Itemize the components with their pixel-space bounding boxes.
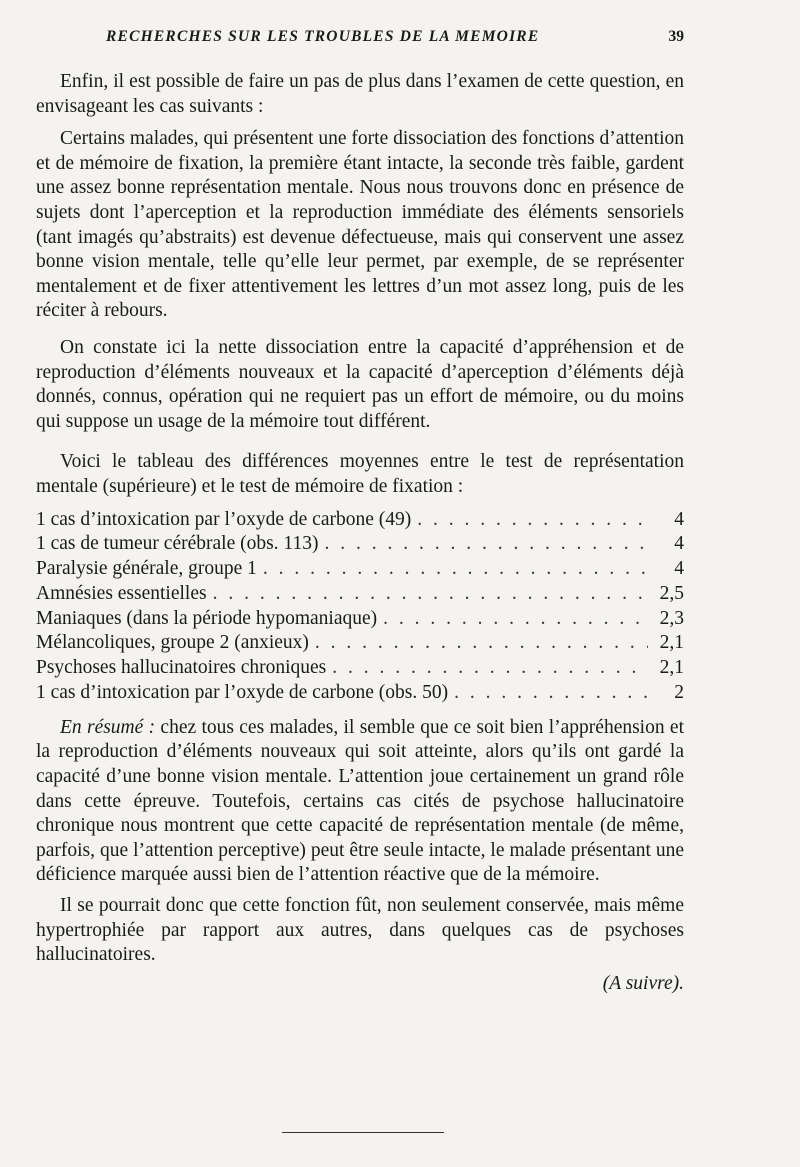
leader-dots bbox=[383, 607, 648, 632]
leader-dots bbox=[263, 557, 648, 582]
paragraph-4: Voici le tableau des différences moyennes entre le test de représentation mentale (supérieure) et le test de mémoire de fixation : bbox=[36, 451, 684, 497]
paragraph-3: On constate ici la nette dissociation entre la capacité d’appréhension et de reproduction d’éléments nouveaux et la capacité d’aperception d’éléments déjà donnés, connus, opération qui ne requiert pas un effort de mémoire, ou du moins qui suppose un usage de la mémoire tout différent. bbox=[36, 336, 684, 432]
table-row bbox=[36, 631, 684, 656]
end-rule bbox=[282, 1132, 444, 1133]
table-row-label: Paralysie générale, groupe 1 bbox=[36, 558, 257, 580]
leader-dots bbox=[213, 582, 648, 607]
leader-dots bbox=[332, 656, 648, 681]
table-row-label: Amnésies essentielles bbox=[36, 582, 207, 604]
table-row-value: 2,1 bbox=[659, 657, 684, 679]
page-number: 39 bbox=[668, 28, 684, 45]
running-title: RECHERCHES SUR LES TROUBLES DE LA MEMOIRE bbox=[106, 28, 540, 45]
page-body bbox=[36, 70, 684, 1008]
table-row-value: 2,1 bbox=[659, 632, 684, 654]
table-row-label: 1 cas d’intoxication par l’oxyde de carbone (obs. 50) bbox=[36, 682, 449, 704]
table-row-value: 4 bbox=[674, 533, 684, 555]
leader-dots bbox=[315, 631, 648, 656]
table-row bbox=[36, 532, 684, 557]
table-row bbox=[36, 681, 684, 706]
paragraph-conclusion: Il se pourrait donc que cette fonction fût, non seulement conservée, mais même hypertrophiée par rapport aux autres, dans quelques cas de psychoses hallucinatoires. bbox=[36, 895, 684, 966]
table-row-label: Mélancoliques, groupe 2 (anxieux) bbox=[36, 632, 309, 654]
table-row-value: 4 bbox=[674, 558, 684, 580]
paragraph-summary bbox=[36, 716, 684, 888]
table-row-value: 2,3 bbox=[659, 607, 684, 629]
table-row bbox=[36, 582, 684, 607]
table-row-label: 1 cas d’intoxication par l’oxyde de carbone (49) bbox=[36, 508, 412, 530]
table-row-label: 1 cas de tumeur cérébrale (obs. 113) bbox=[36, 533, 319, 555]
table-row bbox=[36, 607, 684, 632]
table-row bbox=[36, 557, 684, 582]
summary-text: chez tous ces malades, il semble que ce soit bien l’appréhension et la reproduction d’éléments nouveaux qui soit atteinte, alors qu’ils ont gardé la capacité d’une bonne vision mentale. L’attention joue certainement un grand rôle dans cette épreuve. Toutefois, certains cas cités de psychose hallucinatoire chronique nous montrent que cette capacité de représentation mentale (de même, parfois, que l’attention perceptive) peut être seule intacte, le malade présentant une déficience marquée aussi bien de l’attention réactive que de la mémoire. bbox=[36, 716, 684, 886]
to-be-continued: (A suivre). bbox=[602, 972, 684, 994]
leader-dots bbox=[417, 508, 648, 533]
leader-dots bbox=[454, 681, 648, 706]
table-row-value: 2,5 bbox=[659, 582, 684, 604]
page-header bbox=[36, 28, 684, 50]
table-row-label: Psychoses hallucinatoires chroniques bbox=[36, 657, 327, 679]
leader-dots bbox=[324, 532, 648, 557]
table-row-value: 4 bbox=[674, 508, 684, 530]
paragraph-1: Enfin, il est possible de faire un pas de plus dans l’examen de cette question, en envisageant les cas suivants : bbox=[36, 71, 684, 117]
table-row-label: Maniaques (dans la période hypomaniaque) bbox=[36, 607, 378, 629]
differences-table bbox=[36, 508, 684, 706]
table-row bbox=[36, 656, 684, 681]
table-row bbox=[36, 508, 684, 533]
paragraph-2: Certains malades, qui présentent une forte dissociation des fonctions d’attention et de mémoire de fixation, la première étant intacte, la seconde très faible, gardent une assez bonne représentation mentale. Nous nous trouvons donc en présence de sujets dont l’aperception et la reproduction immédiate des éléments sensoriels (tant imagés qu’abstraits) est devenue défectueuse, mais qui conservent une assez bonne vision mentale, telle qu’elle leur permet, par exemple, de se représenter mentalement et de fixer attentivement les lettres d’un mot assez long, puis de les réciter à rebours. bbox=[36, 128, 684, 322]
table-row-value: 2 bbox=[674, 682, 684, 704]
summary-lead: En résumé : bbox=[60, 716, 156, 738]
